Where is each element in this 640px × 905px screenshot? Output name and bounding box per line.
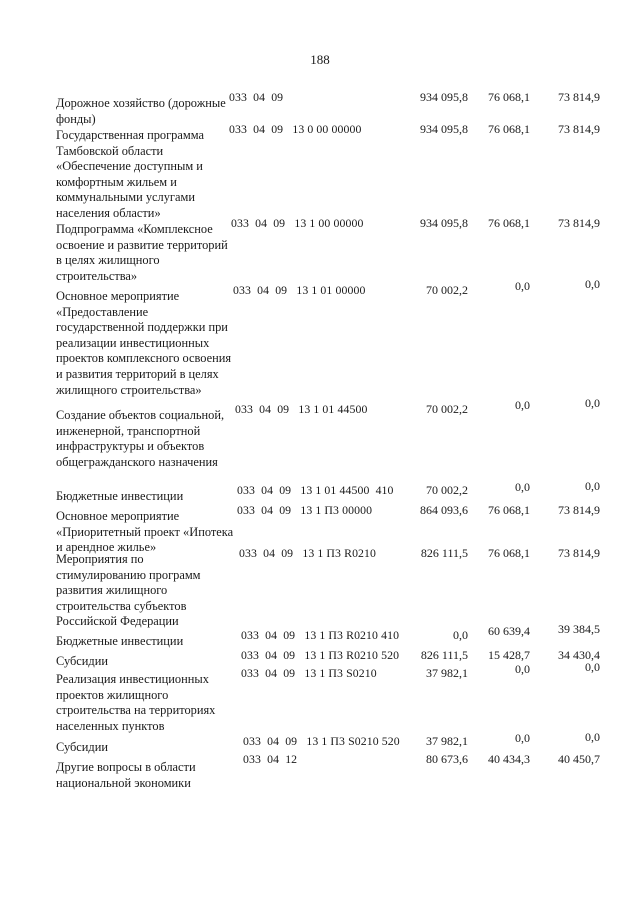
row-code: 033 04 09 13 1 01 44500 bbox=[235, 402, 368, 416]
row-value-2: 15 428,7 bbox=[488, 648, 530, 662]
row-code: 033 04 09 13 1 П3 S0210 bbox=[241, 666, 377, 680]
row-value-3: 73 814,9 bbox=[558, 122, 600, 136]
row-value-3: 73 814,9 bbox=[558, 546, 600, 560]
row-name: Подпрограмма «Комплексное освоение и развитие территорий в целях жилищного строительства» bbox=[56, 222, 228, 283]
row-value-3: 39 384,5 bbox=[558, 622, 600, 636]
row-name: Мероприятия по стимулированию программ развития жилищного строительства субъектов Российской Федерации bbox=[56, 552, 201, 629]
row-value-1: 934 095,8 bbox=[420, 216, 468, 230]
row-value-1: 70 002,2 bbox=[426, 402, 468, 416]
row-code: 033 04 09 bbox=[229, 90, 284, 104]
row-code: 033 04 09 13 1 П3 R0210 410 bbox=[241, 628, 400, 642]
row-value-3: 0,0 bbox=[585, 660, 600, 674]
row-code: 033 04 09 13 1 П3 R0210 520 bbox=[241, 648, 400, 662]
row-value-2: 40 434,3 bbox=[488, 752, 530, 766]
row-value-2: 76 068,1 bbox=[488, 90, 530, 104]
row-name: Дорожное хозяйство (дорожные фонды) bbox=[56, 96, 226, 126]
row-value-3: 40 450,7 bbox=[558, 752, 600, 766]
row-name: Бюджетные инвестиции bbox=[56, 634, 184, 648]
row-value-2: 0,0 bbox=[515, 398, 530, 412]
row-name: Другие вопросы в области национальной экономики bbox=[56, 760, 196, 790]
page-number: 188 bbox=[310, 52, 330, 67]
row-code: 033 04 09 13 1 П3 S0210 520 bbox=[243, 734, 400, 748]
row-value-3: 0,0 bbox=[585, 277, 600, 291]
row-value-2: 0,0 bbox=[515, 662, 530, 676]
row-value-2: 0,0 bbox=[515, 279, 530, 293]
row-value-3: 34 430,4 bbox=[558, 648, 600, 662]
row-code: 033 04 12 bbox=[243, 752, 298, 766]
row-value-2: 76 068,1 bbox=[488, 503, 530, 517]
row-value-2: 0,0 bbox=[515, 731, 530, 745]
row-value-1: 864 093,6 bbox=[420, 503, 468, 517]
row-value-3: 0,0 bbox=[585, 479, 600, 493]
row-value-1: 934 095,8 bbox=[420, 122, 468, 136]
row-code: 033 04 09 13 1 00 00000 bbox=[231, 216, 364, 230]
row-value-2: 60 639,4 bbox=[488, 624, 530, 638]
row-value-1: 80 673,6 bbox=[426, 752, 468, 766]
row-name: Создание объектов социальной, инженерной, транспортной инфраструктуры и объектов общегражданского назначения bbox=[56, 408, 225, 469]
row-name: Основное мероприятие «Предоставление государственной поддержки при реализации инвестиционных проектов комплексного освоения и развития территорий в целях жилищного строительства» bbox=[56, 289, 232, 397]
row-code: 033 04 09 13 1 01 44500 410 bbox=[237, 483, 394, 497]
row-code: 033 04 09 13 1 П3 R0210 bbox=[239, 546, 377, 560]
row-value-1: 70 002,2 bbox=[426, 283, 468, 297]
row-name: Государственная программа Тамбовской области «Обеспечение доступным и комфортным жильем и коммунальными услугами населения области» bbox=[56, 128, 204, 220]
row-value-3: 73 814,9 bbox=[558, 503, 600, 517]
row-value-2: 76 068,1 bbox=[488, 546, 530, 560]
row-name: Основное мероприятие «Приоритетный проект «Ипотека и арендное жилье» bbox=[56, 509, 234, 555]
row-name: Субсидии bbox=[56, 654, 108, 668]
row-value-1: 826 111,5 bbox=[420, 648, 468, 662]
row-code: 033 04 09 13 1 01 00000 bbox=[233, 283, 366, 297]
row-value-3: 0,0 bbox=[585, 730, 600, 744]
row-value-2: 76 068,1 bbox=[488, 216, 530, 230]
row-code: 033 04 09 13 0 00 00000 bbox=[229, 122, 362, 136]
row-value-3: 0,0 bbox=[585, 396, 600, 410]
row-name: Бюджетные инвестиции bbox=[56, 489, 184, 503]
row-value-1: 826 111,5 bbox=[420, 546, 468, 560]
row-value-1: 0,0 bbox=[453, 628, 468, 642]
row-value-3: 73 814,9 bbox=[558, 90, 600, 104]
row-value-1: 70 002,2 bbox=[426, 483, 468, 497]
row-value-2: 0,0 bbox=[515, 480, 530, 494]
row-code: 033 04 09 13 1 П3 00000 bbox=[237, 503, 373, 517]
row-value-1: 934 095,8 bbox=[420, 90, 468, 104]
row-value-2: 76 068,1 bbox=[488, 122, 530, 136]
row-value-1: 37 982,1 bbox=[426, 734, 468, 748]
row-name: Реализация инвестиционных проектов жилищного строительства на территориях населенных пунктов bbox=[56, 672, 216, 733]
row-value-1: 37 982,1 bbox=[426, 666, 468, 680]
row-value-3: 73 814,9 bbox=[558, 216, 600, 230]
row-name: Субсидии bbox=[56, 740, 108, 754]
